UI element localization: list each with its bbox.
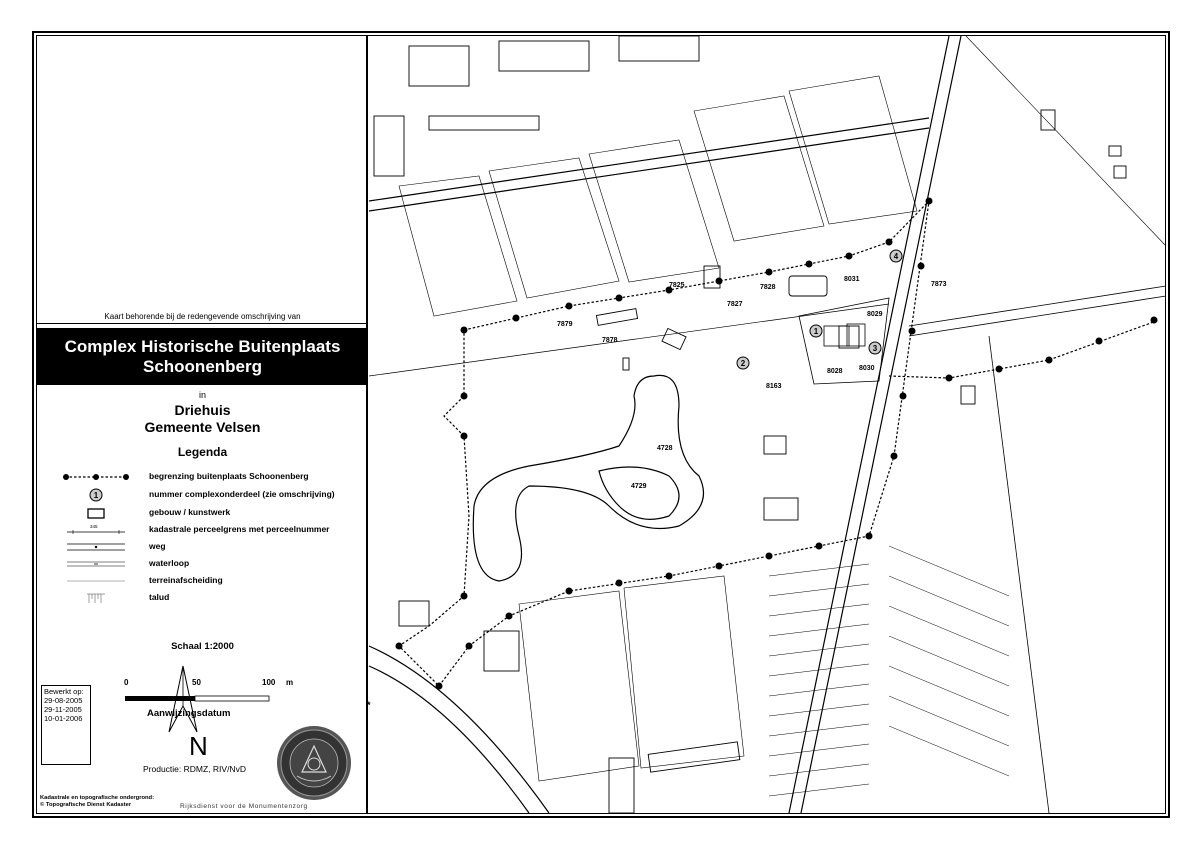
boundary-dot [616,295,623,302]
in-word: in [198,390,206,400]
boundary-dot [766,553,773,560]
legend-label: talud [149,592,170,602]
parcel-line [769,564,869,576]
field-outline [789,76,917,224]
place-line-1: Driehuis [174,402,231,418]
scale-tick-50: 50 [192,678,201,687]
parcel-label: 7827 [727,301,743,308]
boundary-east-strip [889,320,1159,378]
place-block [37,402,368,436]
boundary-dot [900,393,907,400]
parcel-label: 8031 [844,276,860,283]
legend-parcel-number: 345 [90,524,98,529]
parcel-line [769,704,869,716]
complex-number-markers [737,250,902,369]
parcel-line-icon [61,522,131,538]
boundary-dot [436,683,443,690]
north-arrow-and-scalebar [117,636,277,736]
building [499,41,589,71]
boundary-dot [513,315,520,322]
scale-tick-0: 0 [124,678,129,687]
parcel-labels [557,276,947,490]
productie-text: Productie: RDMZ, RIV/NvD [143,764,246,774]
field-outline [399,176,517,316]
building [764,498,798,520]
parcel-label: 8028 [827,368,843,375]
legend-label: terreinafscheiding [149,575,223,585]
scale-title: Schaal 1:2000 [171,641,234,652]
place-line-2: Gemeente Velsen [144,419,261,435]
rdmz-footer-text: Rijksdienst voor de Monumentenzorg [180,803,308,810]
building [764,436,786,454]
boundary-dot [461,393,468,400]
source-line-1: Kadastrale en topografische ondergrond: [40,795,155,801]
title-line-2: Schoonenberg [142,356,262,376]
railway-east [801,36,961,813]
boundary-dot [886,239,893,246]
legend-label: kadastrale perceelgrens met perceelnummer [149,524,330,534]
scale-tick-100: 100 [262,678,276,687]
path-northeast [966,36,1166,246]
parcel-line [889,576,1009,626]
bewerkt-date-2: 29-11-2005 [44,705,82,714]
scale-unit: m [286,678,294,687]
field-outline [519,591,639,781]
parcel-line [769,784,869,796]
aanwijzingsdatum-label: Aanwijzingsdatum [147,708,231,719]
rdmz-seal-icon [275,724,353,802]
pond-outline [473,375,703,581]
boundary-dot [666,573,673,580]
legend-label: nummer complexonderdeel (zie omschrijving) [149,489,335,499]
boundary-dot [891,453,898,460]
sports-fields [399,76,917,781]
title-box [37,328,368,385]
dotted-boundary-icon [61,469,131,485]
building [824,326,849,346]
parcel-line [889,696,1009,746]
parcel-line [769,744,869,756]
legend-label: begrenzing buitenplaats Schoonenberg [149,471,309,481]
boundary-dot [461,593,468,600]
parcel-line [769,764,869,776]
parcel-line [889,666,1009,716]
field-outline [489,158,619,298]
parcel-label: 8163 [766,383,782,390]
building [609,758,634,813]
title-line-1: Complex Historische Buitenplaats [64,336,341,356]
legend-item-complex-number [61,487,361,503]
bewerkt-label: Bewerkt op: [44,687,84,696]
boundary-dot [396,643,403,650]
boundary-dot [716,563,723,570]
road-southwest-edge [369,666,529,813]
building [484,631,519,671]
source-line-2: © Topografische Dienst Kadaster [40,802,132,808]
boundary-dot [806,261,813,268]
building [399,601,429,626]
caption: Kaart behorende bij de redengevende omschrijving van [104,312,301,321]
complex-number: 2 [740,359,746,368]
building [961,386,975,404]
parcel-label: 4729 [631,483,647,490]
building [409,46,469,86]
parcel-label: 7878 [602,337,618,344]
parcel-line [769,584,869,596]
legend-item-boundary [61,469,361,485]
legend-panel [37,36,368,813]
legend-label: weg [149,541,166,551]
pond-and-island [473,375,703,581]
road-east-edge [909,296,1166,336]
building [662,328,686,349]
bewerkt-op-box [41,685,91,765]
boundary-dot [918,263,925,270]
bewerkt-date-1: 29-08-2005 [44,696,83,705]
parcel-label: 7873 [931,281,947,288]
boundary-dots [396,198,1158,690]
building [1114,166,1126,178]
legend-item-parcel [61,522,361,538]
parcel-label: 4728 [657,445,673,452]
boundary-dot [816,543,823,550]
buildings [374,36,1126,813]
building [648,742,740,772]
parcel-line [769,684,869,696]
parcel-line [769,624,869,636]
complex-number: 1 [813,327,819,336]
boundary-dot [866,533,873,540]
legend-label: waterloop [149,558,190,568]
fence-line-icon [61,573,131,589]
legend-item-embankment [61,590,361,606]
parcel-line [769,604,869,616]
compass-marker: * [367,700,371,710]
source-credit [40,795,154,809]
parcel-label: 7828 [760,284,776,291]
road-east [909,286,1166,326]
building [374,116,404,176]
field-outline [589,140,719,282]
cadastral-map [369,36,1166,813]
boundary-dot [716,278,723,285]
boundary-dot [926,198,933,205]
boundary-dot [566,588,573,595]
bewerkt-date-3: 10-01-2006 [44,714,83,723]
building [1109,146,1121,156]
parcel-line [889,546,1009,596]
boundary-dot [506,613,513,620]
parcel-label: 7879 [557,321,573,328]
boundary-dot [766,269,773,276]
legend-circle-number: 1 [93,491,99,500]
legenda-title: Legenda [177,445,228,459]
road-north-edge [369,128,929,211]
island-outline [599,467,679,519]
legend-item-building [61,505,361,521]
boundary-dot [466,643,473,650]
boundary-dot [616,580,623,587]
parcel-label: 8030 [859,365,875,372]
parcel-line [769,644,869,656]
residential-parcels [769,546,1009,796]
building [596,309,637,326]
boundary-dot [846,253,853,260]
map-area [369,36,1166,813]
north-letter: N [189,731,208,761]
legend-item-water [61,556,361,572]
building [789,276,827,296]
field-outline [624,576,744,768]
complex-number: 4 [893,252,899,261]
railway-west [789,36,949,813]
circle-number-icon [61,487,131,503]
boundary-dot [566,303,573,310]
boundary-schoonenberg [399,201,929,686]
complex-number: 3 [872,344,878,353]
parcel-line [889,606,1009,656]
boundary-dot [461,327,468,334]
legend-item-fence [61,573,361,589]
parcel-label: 8029 [867,311,883,318]
building [619,36,699,61]
legend-item-road [61,539,361,555]
field-outline [694,96,824,241]
building [429,116,539,130]
building [847,324,865,346]
road-line-icon [61,539,131,555]
legend-label: gebouw / kunstwerk [149,507,231,517]
caption-rule [37,323,368,324]
parcel-line [889,636,1009,686]
embankment-icon [61,590,131,606]
boundary-dot [461,433,468,440]
waterway-line-icon [61,556,131,572]
building [623,358,629,370]
parcel-label: 7825 [669,282,685,289]
parcel-line [889,726,1009,776]
roads [369,36,1166,813]
boundary-dot [909,328,916,335]
building-rectangle-icon [61,505,131,521]
